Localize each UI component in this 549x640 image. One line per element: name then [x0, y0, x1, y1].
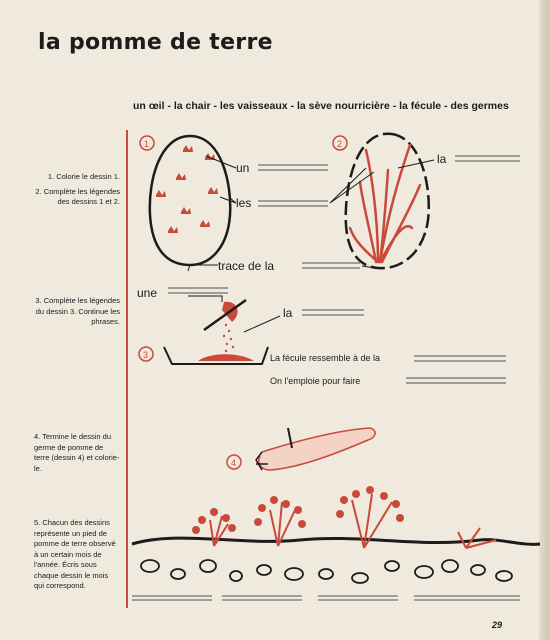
label-trace-de-la: trace de la [218, 259, 275, 273]
page-number: 29 [492, 620, 503, 630]
answer-lines-5 [132, 596, 520, 600]
drawing-4-sprout [227, 428, 375, 470]
instruction-3: 3. Complète les légendes du dessin 3. Continue les phrases. [35, 296, 120, 326]
drawing-5-plants [132, 486, 540, 583]
drawing-1-potato [140, 136, 236, 271]
potato-eye-icons [156, 145, 218, 233]
drawing-2-cut-potato [330, 134, 434, 268]
starch-drops [223, 324, 234, 352]
label-un: un [236, 161, 250, 175]
drawing-number-4: 4 [231, 458, 237, 468]
label-les: les [236, 196, 252, 210]
instruction-1: 1. Colorie le dessin 1. [47, 172, 120, 181]
label-une: une [137, 286, 158, 300]
drawing-number-2: 2 [337, 139, 343, 149]
drawing-3-starch [139, 296, 280, 364]
word-list: un œil - la chair - les vaisseaux - la sève nourricière - la fécule - des germes [133, 100, 509, 112]
instruction-4: 4. Termine le dessin du germe de pomme de terre (dessin 4) et colorie-le. [34, 432, 120, 473]
drawing-number-1: 1 [144, 139, 150, 149]
instruction-5: 5. Chacun des dessins représente un pied de pomme de terre observé à un certain mois de l'année. Écris sous chaque dessin le mois qui correspond. [34, 518, 116, 590]
sentence-emploi: On l'emploie pour faire [270, 376, 361, 386]
instruction-2: 2. Complète les légendes des dessins 1 et 2. [35, 186, 120, 206]
label-la-2: la [437, 152, 447, 166]
page-title: la pomme de terre [38, 30, 273, 55]
drawing-number-3: 3 [143, 350, 149, 360]
sentence-fecule: La fécule ressemble à de la [270, 353, 381, 363]
answer-lines-3 [168, 288, 506, 383]
label-la-3: la [283, 306, 293, 320]
